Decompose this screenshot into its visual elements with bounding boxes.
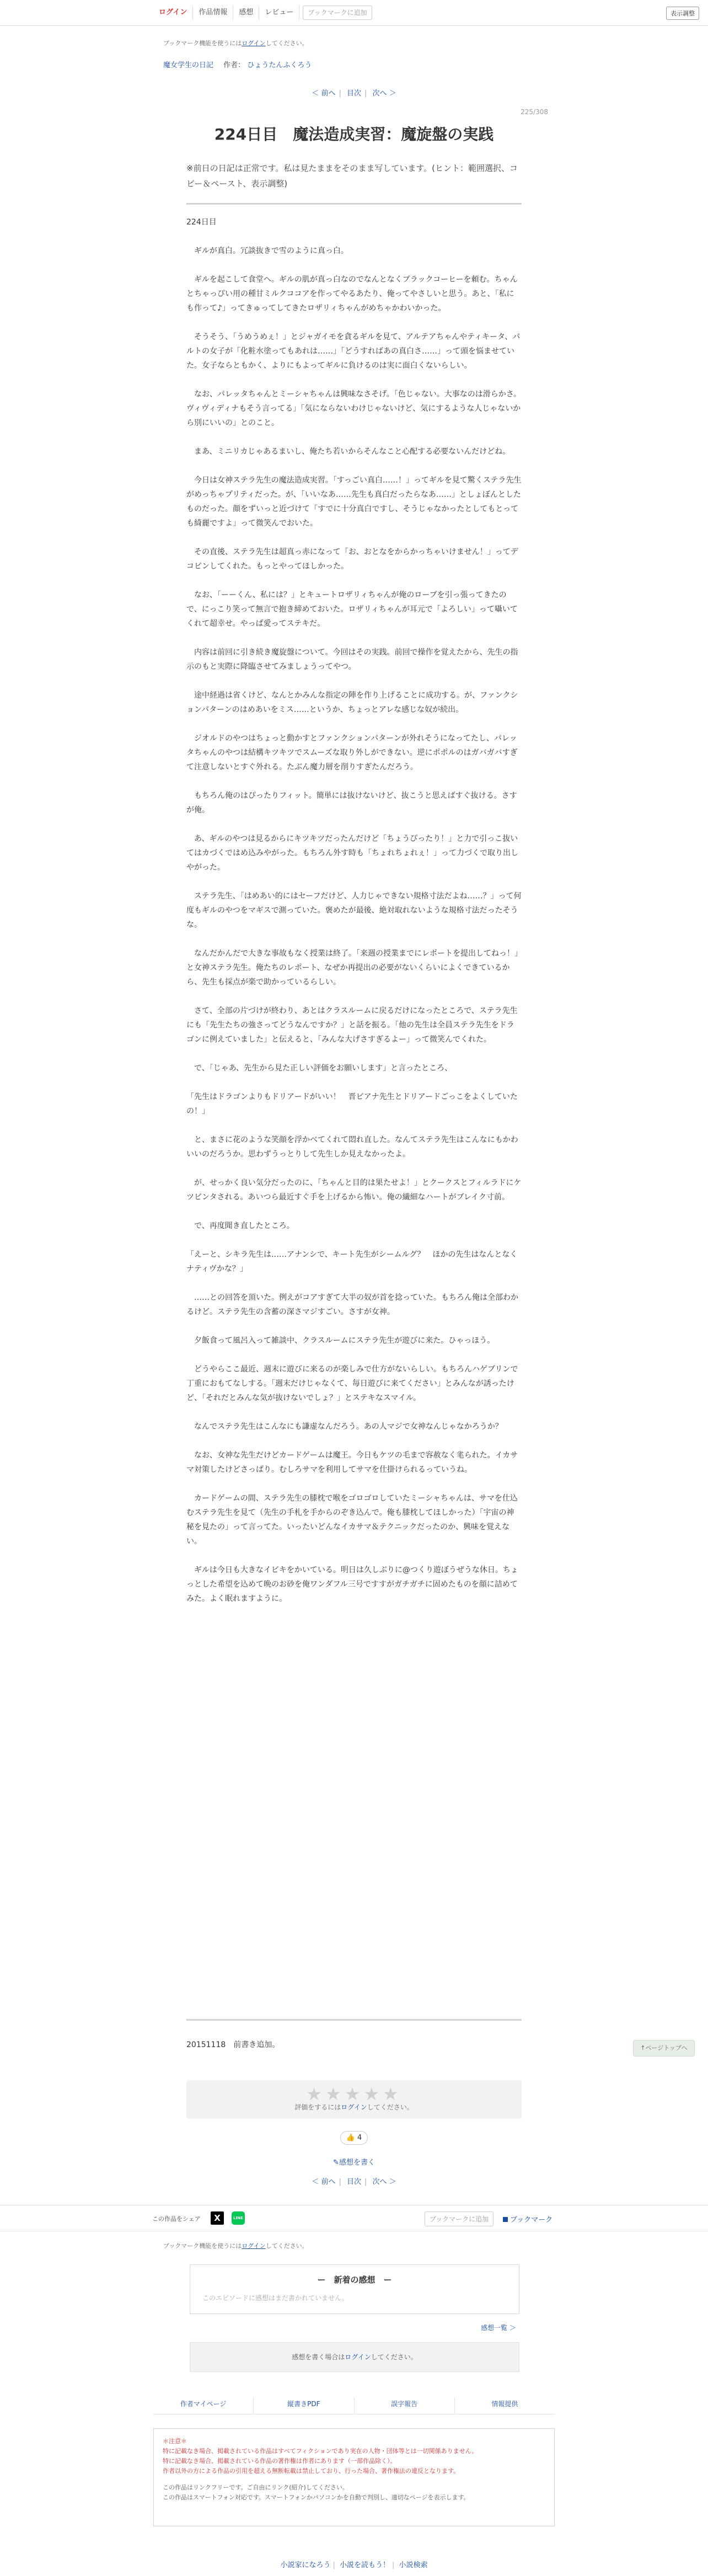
episode-count: 225/308 [521, 108, 548, 116]
bookmark-notice-login-link-2[interactable]: ログイン [242, 2242, 266, 2250]
body-paragraph: 「先生はドラゴンよりもドリアードがいい！ 晋ピアナ先生とドリアードごっこをよくしていたの！」 [186, 1092, 518, 1116]
notice-line: 特に記載なき場合、掲載されている作品の著作権は作者にあります（一部作品除く）。 [163, 2457, 396, 2465]
footer-links: 小説家になろう | 小説を読もう！ | 小説検索 [280, 2561, 428, 2569]
login-link[interactable]: ログイン [153, 6, 193, 20]
like-count: 4 [357, 2134, 362, 2142]
rating-stars[interactable]: ★★★★★ [306, 2084, 402, 2104]
line-share-icon[interactable]: LINE [232, 2211, 245, 2225]
impressions-link[interactable]: 感想 [233, 6, 259, 20]
x-share-icon[interactable]: X [211, 2211, 224, 2225]
write-impression [0, 2156, 708, 2167]
body-paragraph: そうそう、「うめうめぇ！」とジャガイモを貪るギルを見て、アルテアちゃんやティキータ、パルトの女子が「化粧水塗ってもあれは……」「どうすればあの真白さ……」って頭を悩ませていた。女子ならともかく、よりにもよってギルに負けるのは実に面白くないらしい。 [186, 333, 521, 370]
body-paragraph: ギルは今日も大きなイビキをかいている。明日は久しぶりに@つくり遊ぼうぜうな休日。ちょっとした希望を込めて晩のお砂を俺ワンダフル三号ですすがガチガチに固めたものを顔に詰めてみた。よく眠れますように。 [186, 1566, 518, 1603]
body-paragraph: 夕飯食って風呂入って雑談中、クラスルームにステラ先生が遊びに来た。ひゃっほう。 [186, 1336, 495, 1345]
display-settings-button[interactable]: 表示調整 [666, 7, 699, 20]
body-paragraph: が、せっかく良い気分だったのに、「ちゃんと目的は果たせよ！」とクークスとフィルラドにケツビンタされる。あいつら最近すぐ手を上げるから怖い。俺の繊細なハートがブレイク寸前。 [186, 1179, 522, 1202]
work-info-link[interactable]: 作品情報 [193, 6, 233, 20]
body-paragraph: カードゲームの間、ステラ先生の膝枕で喉をゴロゴロしていたミーシャちゃんは、サマを仕込むステラ先生を見て（先生の手札を手からのぞき込んで。俺も膝枕してほしかった）「宇宙の神秘を見たの」って言ってた。いったいどんなイカサマ＆テクニックだったのか、興味を覚えない。 [186, 1494, 518, 1546]
notice-box [153, 2428, 555, 2526]
rating-note-text-end: してください。 [367, 2103, 414, 2111]
share-bookmark-add-button[interactable]: ブックマークに追加 [425, 2211, 494, 2226]
body-paragraph: ギルを起こして食堂へ。ギルの肌が真っ白なのでなんとなくブラックコーヒーを頼む。ちゃんとちゃっぴい用の種甘ミルクココアを作ってやるあたり、俺ってやさしいと思う。あと、「私にも作って♪」ってきゅってしてきたロザリィちゃんがめちゃかわいかった。 [186, 275, 518, 313]
typo-report-link[interactable]: 誤字報告 [355, 2397, 455, 2414]
author-link[interactable]: ひょうたんふくろう [247, 61, 312, 69]
body-paragraph: 内容は前回に引き続き魔旋盤について。今回はその実践。前回で操作を覚えたから、先生の指示のもと実際に降臨させてみましょうってやつ。 [186, 648, 518, 671]
share-label: この作品をシェア [152, 2215, 201, 2222]
no-impressions-text: このエピソードに感想はまだ書かれていません。 [202, 2294, 348, 2302]
bookmark-login-notice [163, 39, 308, 47]
impressions-list-link[interactable]: 感想一覧 ＞ [481, 2324, 516, 2332]
bookmark-icon [503, 2217, 508, 2222]
index-link-bottom[interactable]: 目次 [346, 2178, 361, 2186]
rating-login-link[interactable]: ログイン [341, 2103, 367, 2111]
body-paragraph: あ、ギルのやつは見るからにキツキツだったんだけど「ちょうぴったり！」と力で引っこ抜いてはカづくではめ込みやがった。もちろん外す時も「ちょれちょれぇ！」って力づくで取り出しやがった。 [186, 834, 518, 872]
afterword: 20151118 前書き追加。 [186, 2041, 280, 2049]
series-title-link[interactable]: 魔女学生の日記 [163, 61, 214, 69]
review-link[interactable]: レビュー [259, 6, 299, 20]
next-link-bottom[interactable]: 次へ ＞ [372, 2178, 396, 2186]
thumbs-up-icon: 👍 [346, 2134, 355, 2142]
rating-note-text: 評価をするには [294, 2103, 341, 2111]
body-paragraph: 途中経過は省くけど、なんとかみんな指定の陣を作り上げることに成功する。が、ファンクションパターンのはめあいをミス……というか、ちょっとアレな感じな奴が続出。 [186, 691, 518, 714]
prev-link-bottom[interactable]: ＜ 前へ [312, 2178, 336, 2186]
new-impressions-box [190, 2264, 519, 2314]
notice-line: 特に記載なき場合、掲載されている作品はすべてフィクションであり実在の人物・団体等とは一切関係ありません。 [163, 2448, 478, 2455]
pager-top: ＜ 前へ | 目次 | 次へ ＞ [312, 89, 396, 98]
top-header [0, 0, 708, 26]
new-impressions-title: ー 新着の感想 ー [317, 2275, 392, 2285]
pager-bottom: ＜ 前へ | 目次 | 次へ ＞ [312, 2178, 396, 2186]
bookmark-login-notice-bottom [163, 2241, 308, 2250]
notice-line: この作品はリンクフリーです。ご自由にリンク(紹介)してください。 [163, 2484, 348, 2491]
page-top-button[interactable]: ↑ページトップへ [633, 2040, 695, 2056]
share-row [0, 2205, 708, 2231]
rating-note [186, 2102, 522, 2112]
body-paragraph: ジオルドのやつはちょっと動かすとファンクションパターンが外れそうになってたし、パレッタちゃんのやつは結構キツキツでスムーズな取り外しができない。逆にポポルのはガバガバすぎて注意しないとすぐ外れる。たぶん魔力層を削りすぎたんだろう。 [186, 734, 518, 772]
body-paragraph: 224日目 [186, 218, 217, 227]
body-paragraph: 今日は女神ステラ先生の魔法造成実習。「すっごい真白……！」ってギルを見て驚くステラ先生がめっちゃプリティだった。が、「いいなあ……先生も真白だったらなあ……」としょぼんとしたものだった。顔をずいっと近づけて「すでに十分真白ですし、そうじゃなかったとしてもとっても綺麗ですよ」って微笑んでおいた。 [186, 476, 522, 528]
footer-link-yomou[interactable]: 小説を読もう！ [339, 2561, 390, 2569]
body-paragraph: ギルが真白。冗談抜きで雪のように真っ白。 [186, 247, 348, 255]
episode-body [186, 215, 522, 1620]
header-bookmark-add-button[interactable]: ブックマークに追加 [303, 6, 372, 20]
bookmark-notice-text: ブックマーク機能を使うには [163, 40, 242, 47]
body-paragraph: ステラ先生、「はめあい的にはセーフだけど、人力じゃできない規格寸法だよね……？」って何度もギルのやつをマギスで測っていた。褒めたが最後、絶対取れないような規格寸法だったそうな。 [186, 892, 522, 929]
body-paragraph: なお、「ーーくん、私には？」とキュートロザリィちゃんが俺のローブを引っ張ってきたので、にっこり笑って無言で抱き締めておいた。ロザリィちゃんが耳元で「よろしい」って囁いてくれて超幸せ。やっぱ愛ってステキだ。 [186, 591, 518, 628]
body-paragraph: もちろん俺のはぴったりフィット。簡単には抜けないけど、抜こうと思えばすぐ抜ける。さすが俺。 [186, 791, 517, 815]
author-label: 作者： [223, 61, 245, 69]
like-area [0, 2131, 708, 2145]
footer-link-narou[interactable]: 小説家になろう [280, 2561, 331, 2569]
prev-link[interactable]: ＜ 前へ [312, 89, 336, 98]
impression-login-link[interactable]: ログイン [345, 2353, 371, 2361]
bookmark-link[interactable] [503, 2214, 553, 2224]
notice-title: ＊注意＊ [163, 2438, 187, 2445]
body-paragraph: さて、全部の片づけが終わり、あとはクラスルームに戻るだけになったところで、ステラ先生にも「先生たちの強さってどうなんですか？」と話を振る。「他の先生は全員ステラ先生をドラゴンに例えていました」と伝えると、「みんな大げさすぎるよー」って微笑んでくれた。 [186, 1006, 518, 1044]
bookmark-notice-text-2: ブックマーク機能を使うには [163, 2242, 242, 2250]
write-impression-link[interactable]: ✎感想を書く [333, 2159, 375, 2167]
body-paragraph: 「えーと、シキラ先生は……アナンシで、キート先生がシームルグ？ ほかの先生はなんとなくナティヴかな？」 [186, 1250, 518, 1273]
author-mypage-link[interactable]: 作者マイページ [153, 2397, 254, 2414]
rating-box [186, 2080, 522, 2119]
body-paragraph: なんでステラ先生はこんなにも謙虚なんだろう。あの人マジで女神なんじゃなかろうか？ [186, 1422, 503, 1431]
body-paragraph: と、まさに花のような笑顔を浮かべてくれて悶れ直した。なんてステラ先生はこんなにもかわいいのだろうか。思わずうっとりして先生しか見えなかったよ。 [186, 1136, 518, 1159]
vertical-pdf-link[interactable]: 縦書きPDF [254, 2397, 354, 2414]
body-paragraph: どうやらここ最近、週末に遊びに来るのが楽しみで仕方がないらしい。もちろんハゲブリンで丁重におもてなしする。「週末だけじゃなくて、毎日遊びに来てください」とみんなが誘ったけど、「それだとみんな気が抜けないでしょ？」とステキなスマイル。 [186, 1365, 518, 1402]
like-button[interactable] [340, 2131, 368, 2145]
bookmark-notice-text-end-2: してください。 [265, 2242, 308, 2250]
episode-title: 224日目 魔法造成実習：魔旋盤の実践 [214, 125, 494, 143]
divider-top [186, 203, 522, 205]
body-paragraph: なお、パレッタちゃんとミーシャちゃんは興味なさそげ。「色じゃない。大事なのは滑らかさ。ヴィヴィディナもそう言ってる」「気にならないわけじゃないけど、気にするような人じゃないから別にいいの」とのこと。 [186, 390, 522, 427]
index-link[interactable]: 目次 [346, 89, 361, 98]
bookmark-link-label: ブックマーク [510, 2216, 553, 2224]
top-nav [153, 6, 372, 20]
info-report-link[interactable]: 情報提供 [491, 2400, 518, 2408]
bookmark-notice-login-link[interactable]: ログイン [242, 40, 266, 47]
body-paragraph: なお、女神な先生だけどカードゲームは魔王。今日もケツの毛まで容赦なく毟られた。イカサマ対策したけどさっぱり。むしろサマを利用してサマを仕掛けられるっていうね。 [186, 1451, 518, 1474]
notice-line: 作者以外の方による作品の引用を超える無断転載は禁止しており、行った場合、著作権法の違反となります。 [163, 2467, 460, 2475]
tools-row [153, 2397, 555, 2414]
series-info [163, 59, 312, 69]
body-paragraph: その直後、ステラ先生は超真っ赤になって「お、おとなをからかっちゃいけません！」ってデコピンしてくれた。もっとやってほしかった。 [186, 548, 518, 571]
bookmark-notice-text-end: してください。 [265, 40, 308, 47]
preface: ※前日の日記は正常です。私は見たままをそのまま写しています。(ヒント：範囲選択、コピー＆ペースト、表示調整) [186, 163, 518, 189]
impression-login-box [190, 2342, 519, 2372]
next-link[interactable]: 次へ ＞ [372, 89, 396, 98]
body-paragraph: で、「じゃあ、先生から見た正しい評価をお願いします」と言ったところ、 [186, 1064, 453, 1073]
login-prompt-text: 感想を書く場合は [292, 2353, 345, 2361]
divider-bottom [186, 2019, 522, 2021]
body-paragraph: まあ、ミニリカじゃあるまいし、俺たち若いからそんなこと心配する必要ないんだけどね。 [186, 447, 511, 456]
body-paragraph: ……との回答を頂いた。例えがコアすぎて大半の奴が首を捻っていた。もちろん俺は全部わかるけど。ステラ先生の含蓄の深さマジすごい。さすが女神。 [186, 1293, 518, 1316]
footer-link-search[interactable]: 小説検索 [399, 2561, 428, 2569]
body-paragraph: なんだかんだで大きな事故もなく授業は終了。「来週の授業までにレポートを提出してねっ！」と女神ステラ先生。俺たちのレポート、なぜか再提出の必要がないくらいによくできているから、先生も採点が楽で助かっているらしい。 [186, 949, 518, 987]
body-paragraph: で、再度聞き直したところ。 [186, 1222, 294, 1230]
notice-line: この作品はスマートフォン対応です。スマートフォンかパソコンかを自動で判別し、適切なページを表示します。 [163, 2494, 470, 2501]
login-prompt-text-end: してください。 [371, 2353, 417, 2361]
